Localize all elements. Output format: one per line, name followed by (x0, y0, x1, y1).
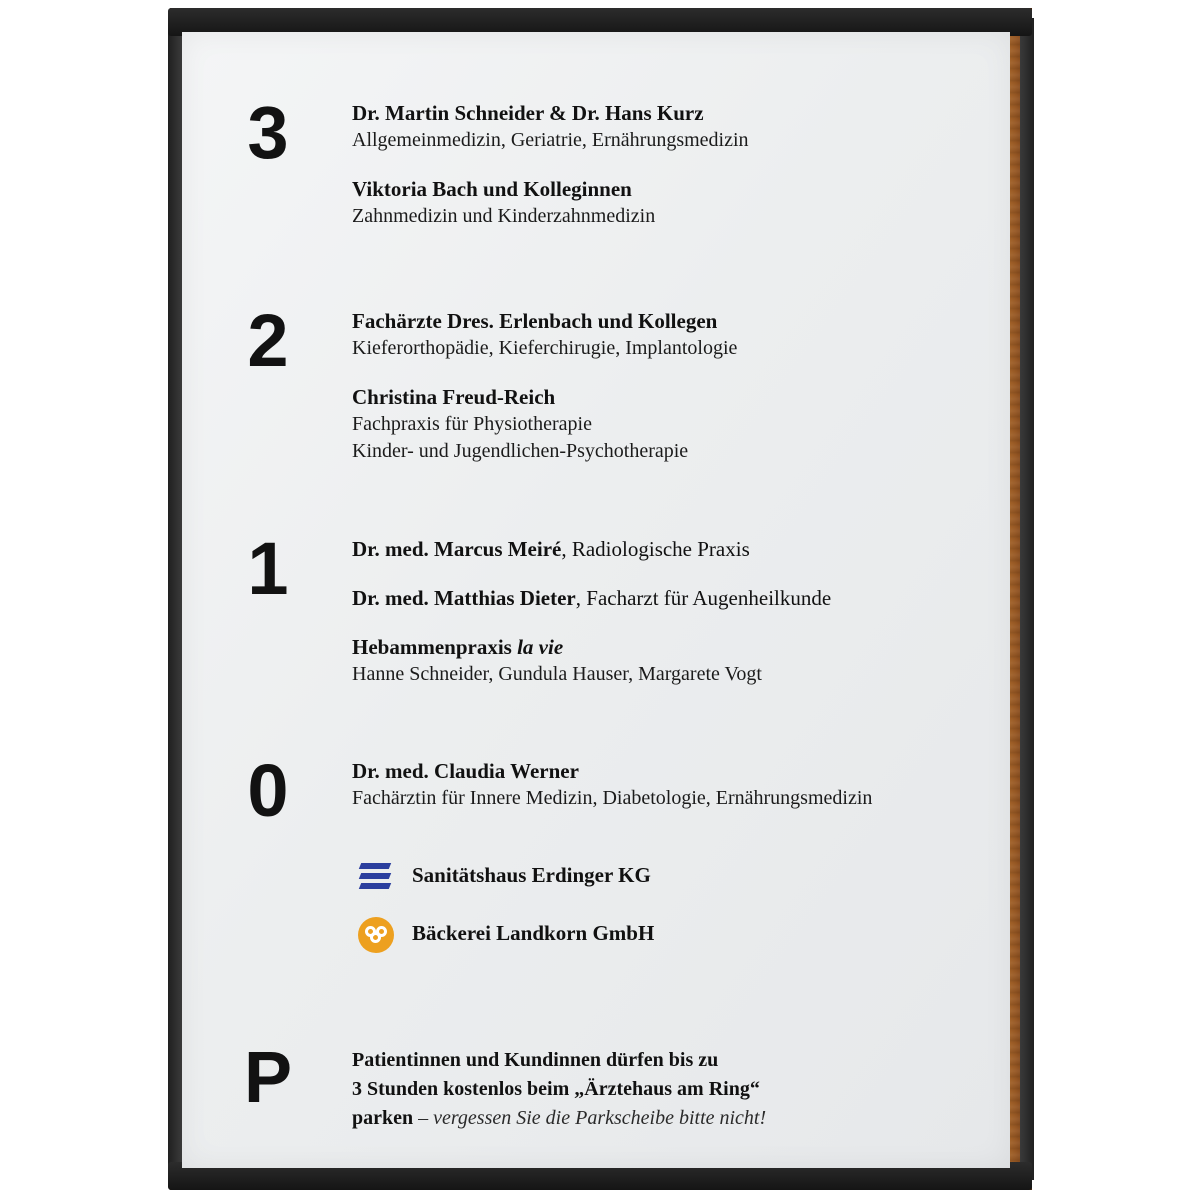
entry-name-tail: , Facharzt für Augenheilkunde (575, 585, 832, 610)
floor-row-2 (182, 299, 1010, 465)
entry-subtitle: Allgemeinmedizin, Geriatrie, Ernährungsmedizin (352, 128, 749, 151)
entry-name (352, 585, 1010, 612)
entry-subtitle-2: Kinder- und Jugendlichen-Psychotherapie (352, 439, 689, 462)
sign-panel (182, 32, 1010, 1168)
list-item (352, 176, 1010, 230)
floor-directory (182, 32, 1010, 1168)
list-item-company (352, 856, 1010, 896)
floor-entries-2 (352, 304, 1010, 465)
floor-entries-0 (352, 754, 1010, 972)
parking-row (182, 1038, 1010, 1133)
entry-name: Dr. med. Claudia Werner (352, 759, 579, 783)
company-name: Bäckerei Landkorn GmbH (412, 921, 655, 946)
frame-left (168, 18, 182, 1180)
entry-name-bold: Dr. med. Marcus Meiré (352, 537, 562, 561)
parking-line-1: Patientinnen und Kundinnen dürfen bis zu (352, 1049, 719, 1071)
parking-entries (352, 1042, 1010, 1133)
entry-subtitle: Fachärztin für Innere Medizin, Diabetologie, Ernährungsmedizin (352, 786, 873, 809)
list-item-company (352, 914, 1010, 954)
list-item (352, 585, 1010, 612)
entry-name: Viktoria Bach und Kolleginnen (352, 176, 632, 201)
list-item (352, 536, 1010, 563)
blue-bars-icon (352, 856, 398, 896)
floor-row-3 (182, 91, 1010, 230)
floor-number-2: 2 (247, 299, 287, 382)
entry-name-italic: la vie (517, 634, 564, 659)
entry-name: Fachärzte Dres. Erlenbach und Kollegen (352, 309, 718, 333)
parking-notice (352, 1046, 1010, 1133)
entry-subtitle: Hanne Schneider, Gundula Hauser, Margarete Vogt (352, 662, 762, 685)
entry-subtitle: Fachpraxis für Physiotherapie (352, 412, 592, 435)
entry-name (352, 536, 1010, 563)
entry-name: Christina Freud-Reich (352, 384, 556, 409)
entry-subtitle: Zahnmedizin und Kinderzahnmedizin (352, 204, 656, 227)
floor-row-1 (182, 527, 1010, 688)
pretzel-icon (352, 914, 398, 954)
floor-number-3: 3 (247, 91, 287, 174)
parking-line-3 (352, 1104, 1010, 1133)
list-item (352, 758, 1010, 812)
company-name: Sanitätshaus Erdinger KG (412, 863, 651, 888)
parking-line-2: 3 Stunden kostenlos beim „Ärztehaus am Ring“ (352, 1078, 760, 1100)
entry-subtitle: Kieferorthopädie, Kieferchirugie, Implantologie (352, 336, 738, 359)
parking-line-3-bold: parken (352, 1107, 414, 1129)
floor-entries-3 (352, 96, 1010, 230)
spacer (352, 834, 1010, 856)
entry-name-tail: , Radiologische Praxis (561, 537, 750, 561)
list-item (352, 100, 1010, 154)
entry-name-bold: Dr. med. Matthias Dieter (352, 585, 576, 610)
floor-number-0: 0 (247, 749, 287, 832)
list-item (352, 308, 1010, 362)
entry-name (352, 634, 1010, 661)
floor-entries-1 (352, 532, 1010, 688)
frame-right (1020, 18, 1034, 1180)
directory-sign (160, 8, 1040, 1190)
parking-symbol: P (243, 1038, 291, 1118)
list-item (352, 384, 1010, 465)
parking-line-3-tail: – vergessen Sie die Parkscheibe bitte nicht! (413, 1107, 767, 1129)
floor-row-0 (182, 749, 1010, 972)
entry-name-bold: Hebammenpraxis (352, 634, 518, 659)
floor-number-1: 1 (247, 527, 287, 610)
entry-name: Dr. Martin Schneider & Dr. Hans Kurz (352, 101, 704, 125)
list-item (352, 634, 1010, 688)
